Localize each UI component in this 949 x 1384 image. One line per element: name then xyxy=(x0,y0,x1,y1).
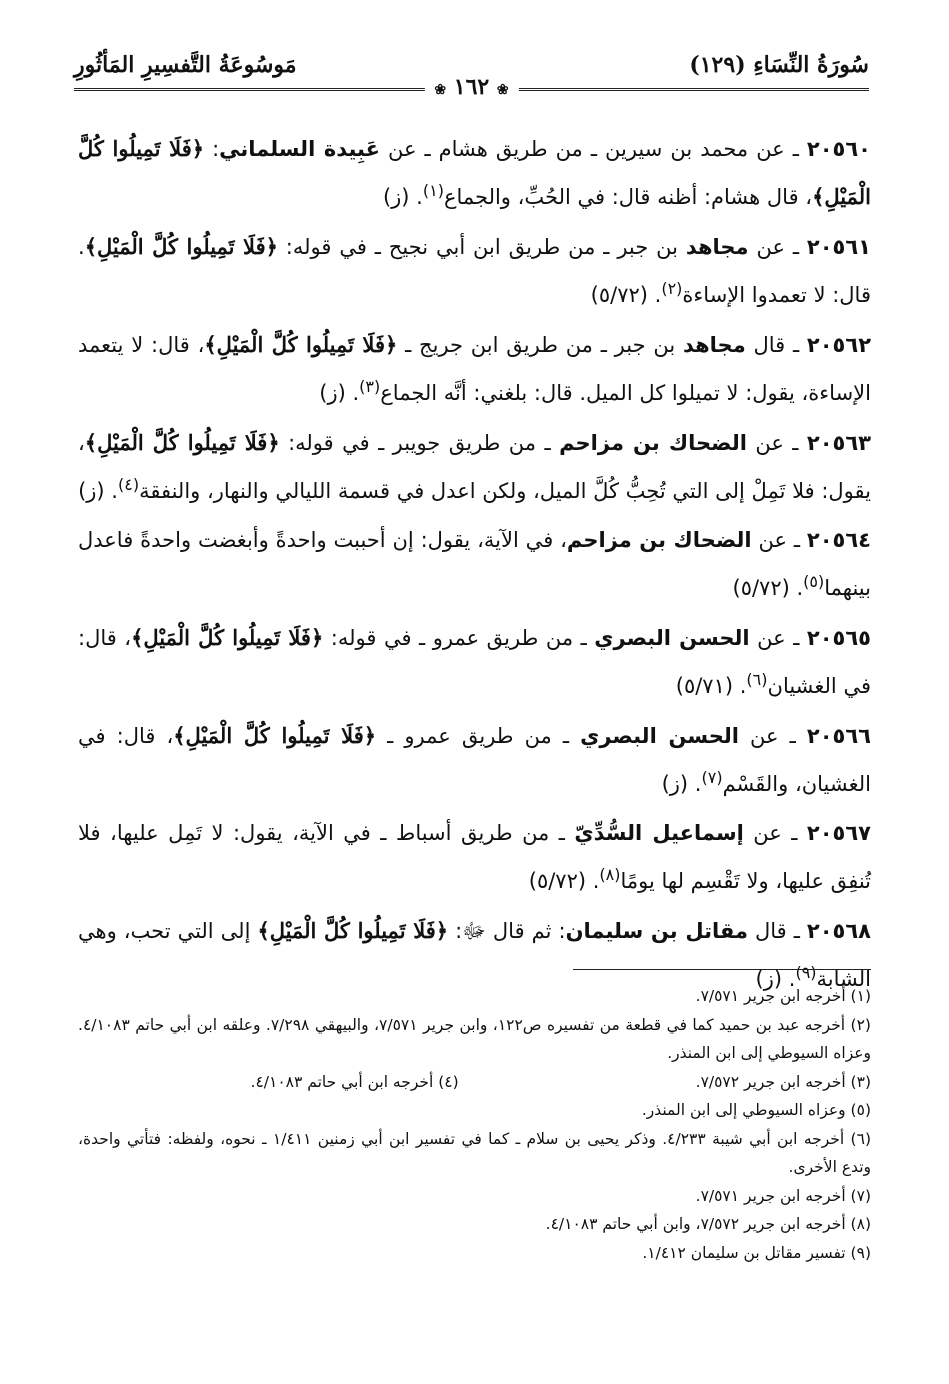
surah-title: سُورَةُ النِّسَاءِ (١٢٩) xyxy=(689,52,869,78)
entry xyxy=(78,128,871,218)
footnote-ref[interactable]: (٥) xyxy=(803,572,825,591)
entry-text: ـ عن xyxy=(749,626,807,650)
entry-text: ـ من طريق أسباط ـ في الآية، يقول: لا تَمِل عليها، فلا تُنفِق عليها، ولا تَقْسِم لها يومًا xyxy=(78,821,871,893)
footnote-ref[interactable]: (٣) xyxy=(359,377,381,396)
entry-text: ـ عن xyxy=(738,724,807,748)
footnote-ref[interactable]: (٤) xyxy=(117,475,140,494)
ornament-icon: ❀ xyxy=(434,82,447,98)
narrator-name: الحسن البصري xyxy=(580,724,739,748)
entry-text: : xyxy=(204,137,220,161)
footnote: (٦) أخرجه ابن أبي شيبة ٤/٢٣٣. وذكر يحيى بن سلام ـ كما في تفسير ابن أبي زمنين ١/٤١١ ـ نحوه، ولفظه: فتأتي واحدة، وتدع الأخرى. xyxy=(78,1129,871,1176)
footnote-ref[interactable]: (٧) xyxy=(701,768,723,787)
entry-text: ، قال: لا يتعمد الإساءة، يقول: لا تميلوا كل الميل. قال: بلغني: أنَّه الجماع xyxy=(78,333,871,405)
footnote: (٤) أخرجه ابن أبي حاتم ٤/١٠٨٣. xyxy=(250,1072,459,1091)
narrator-name: مقاتل بن سليمان xyxy=(565,919,748,943)
footnote: (٣) أخرجه ابن جرير ٧/٥٧٢. xyxy=(695,1072,871,1091)
narrator-name: مجاهد xyxy=(682,333,746,357)
entry-source: . (ز) xyxy=(78,479,118,503)
footnote-ref[interactable]: (٦) xyxy=(746,670,768,689)
entry-number: ٢٠٥٦٥ xyxy=(806,626,871,650)
footnote-ref[interactable]: (٩) xyxy=(795,963,817,982)
entry-text: . قال: لا تعمدوا الإساءة xyxy=(78,235,871,307)
entry xyxy=(78,226,871,316)
entry-number: ٢٠٥٦٤ xyxy=(806,528,871,552)
entry-source: . (٥/٧٢) xyxy=(528,869,600,893)
entry-source: . (ز) xyxy=(319,381,360,405)
footnote: (١) أخرجه ابن جرير ٧/٥٧١. xyxy=(695,987,871,1005)
footnote-row xyxy=(78,1068,871,1097)
page-number-block xyxy=(424,74,518,100)
entry-source: . (ز) xyxy=(382,185,423,209)
narrator-name: عَبِيدة السلماني xyxy=(219,137,380,161)
entry-text: ـ من طريق جويبر ـ في قوله: xyxy=(279,431,560,455)
narrator-name: الضحاك بن مزاحم xyxy=(566,528,752,552)
entry-text: ـ قال xyxy=(747,919,807,943)
quran-verse: ﴿فَلَا تَمِيلُوا كُلَّ الْمَيْلِ﴾ xyxy=(173,723,377,748)
entry-text: ـ من طريق عمرو ـ xyxy=(376,724,581,748)
entry-text: ـ عن xyxy=(748,235,807,259)
book-title: مَوسُوعَةُ التَّفسِيرِ المَأثُورِ xyxy=(74,52,297,78)
entry xyxy=(78,422,871,512)
footnote: (٨) أخرجه ابن جرير ٧/٥٧٢، وابن أبي حاتم ٤/١٠٨٣. xyxy=(545,1215,871,1233)
footnote: (٩) تفسير مقاتل بن سليمان ١/٤١٢. xyxy=(642,1243,871,1262)
entry-text: بن جبر ـ من طريق ابن أبي نجيح ـ في قوله: xyxy=(277,235,686,259)
entry xyxy=(78,617,871,707)
entry-text: إلى التي تحب، وهي الشابة xyxy=(78,919,871,991)
entry-number: ٢٠٥٦٧ xyxy=(806,821,871,845)
entry-text: ، يقول: فلا تَمِلْ إلى التي تُحِبُّ كُلَّ الميل، ولكن اعدل في قسمة الليالي والنهار، والنفقة xyxy=(78,431,871,503)
narrator-name: إسماعيل السُّدِّيّ xyxy=(574,821,744,845)
narrator-name: الضحاك بن مزاحم xyxy=(559,431,747,455)
footnote-ref[interactable]: (١) xyxy=(422,181,444,200)
footnote: (٢) أخرجه عبد بن حميد كما في قطعة من تفسيره ص١٢٢، وابن جرير ٧/٥٧١، والبيهقي ٧/٢٩٨. وعلقه ابن أبي حاتم ٤/١٠٨٣. وعزاه السيوطي إلى ابن المنذر. xyxy=(78,1015,871,1062)
entry-text: ـ عن xyxy=(746,431,807,455)
entry-number: ٢٠٥٦٦ xyxy=(806,724,871,748)
entry-number: ٢٠٥٦١ xyxy=(806,235,871,259)
ornament-icon: ❀ xyxy=(496,82,509,98)
narrator-name: الحسن البصري xyxy=(594,626,750,650)
entry xyxy=(78,715,871,805)
entry-number: ٢٠٥٦٠ xyxy=(806,137,871,161)
quran-verse: ﴿فَلَا تَمِيلُوا كُلَّ الْمَيْلِ﴾ xyxy=(84,234,278,259)
entry-source: . (ز) xyxy=(661,772,702,796)
entry-source: . (٥/٧١) xyxy=(675,674,747,698)
narrator-name: مجاهد xyxy=(685,235,749,259)
footnote: (٥) وعزاه السيوطي إلى ابن المنذر. xyxy=(641,1101,871,1119)
entry-text: ، قال: في الغشيان، والقَسْم xyxy=(78,724,871,796)
entry xyxy=(78,324,871,414)
quran-verse: ﴿فَلَا تَمِيلُوا كُلَّ الْمَيْلِ﴾ xyxy=(84,430,280,455)
quran-verse: ﴿فَلَا تَمِيلُوا كُلَّ الْمَيْلِ﴾ xyxy=(204,332,398,357)
entry-number: ٢٠٥٦٣ xyxy=(806,431,871,455)
entry-text: : ثم قال ﷻ: xyxy=(448,919,566,943)
entry-text: ، قال هشام: أظنه قال: في الحُبِّ، والجماع xyxy=(443,185,813,209)
entry-text: ـ عن xyxy=(743,821,807,845)
footnote-ref[interactable]: (٨) xyxy=(599,865,621,884)
footnotes xyxy=(78,982,871,1267)
entry-text: ، في الآية، يقول: إن أحببت واحدةً وأبغضت واحدةً فاعدل بينهما xyxy=(78,528,871,600)
entry-source: . (٥/٧٢) xyxy=(732,576,804,600)
page-header xyxy=(74,48,869,108)
main-text xyxy=(78,128,871,1008)
entry-number: ٢٠٥٦٢ xyxy=(806,333,872,357)
entry-text: ـ من طريق عمرو ـ في قوله: xyxy=(323,626,595,650)
entry-source: . (٥/٧٢) xyxy=(590,283,662,307)
entry-number: ٢٠٥٦٨ xyxy=(806,919,871,943)
footnote-ref[interactable]: (٢) xyxy=(661,279,683,298)
entry-source: . (ز) xyxy=(755,967,796,991)
entry-text: بن جبر ـ من طريق ابن جريج ـ xyxy=(397,333,683,357)
quran-verse: ﴿فَلَا تَمِيلُوا كُلَّ الْمَيْلِ﴾ xyxy=(78,136,871,209)
page-number: ١٦٢ xyxy=(453,74,490,100)
entry xyxy=(78,813,871,902)
entry-text: ـ قال xyxy=(745,333,807,357)
footnote: (٧) أخرجه ابن جرير ٧/٥٧١. xyxy=(695,1186,871,1205)
quran-verse: ﴿فَلَا تَمِيلُوا كُلَّ الْمَيْلِ﴾ xyxy=(257,918,449,943)
entry-text: ـ عن محمد بن سيرين ـ من طريق هشام ـ عن xyxy=(379,137,807,161)
entry-text: ، قال: في الغشيان xyxy=(78,626,871,698)
entry xyxy=(78,520,871,609)
quran-verse: ﴿فَلَا تَمِيلُوا كُلَّ الْمَيْلِ﴾ xyxy=(131,625,324,650)
footnote-separator xyxy=(573,969,871,970)
entry-text: ـ عن xyxy=(751,528,807,552)
